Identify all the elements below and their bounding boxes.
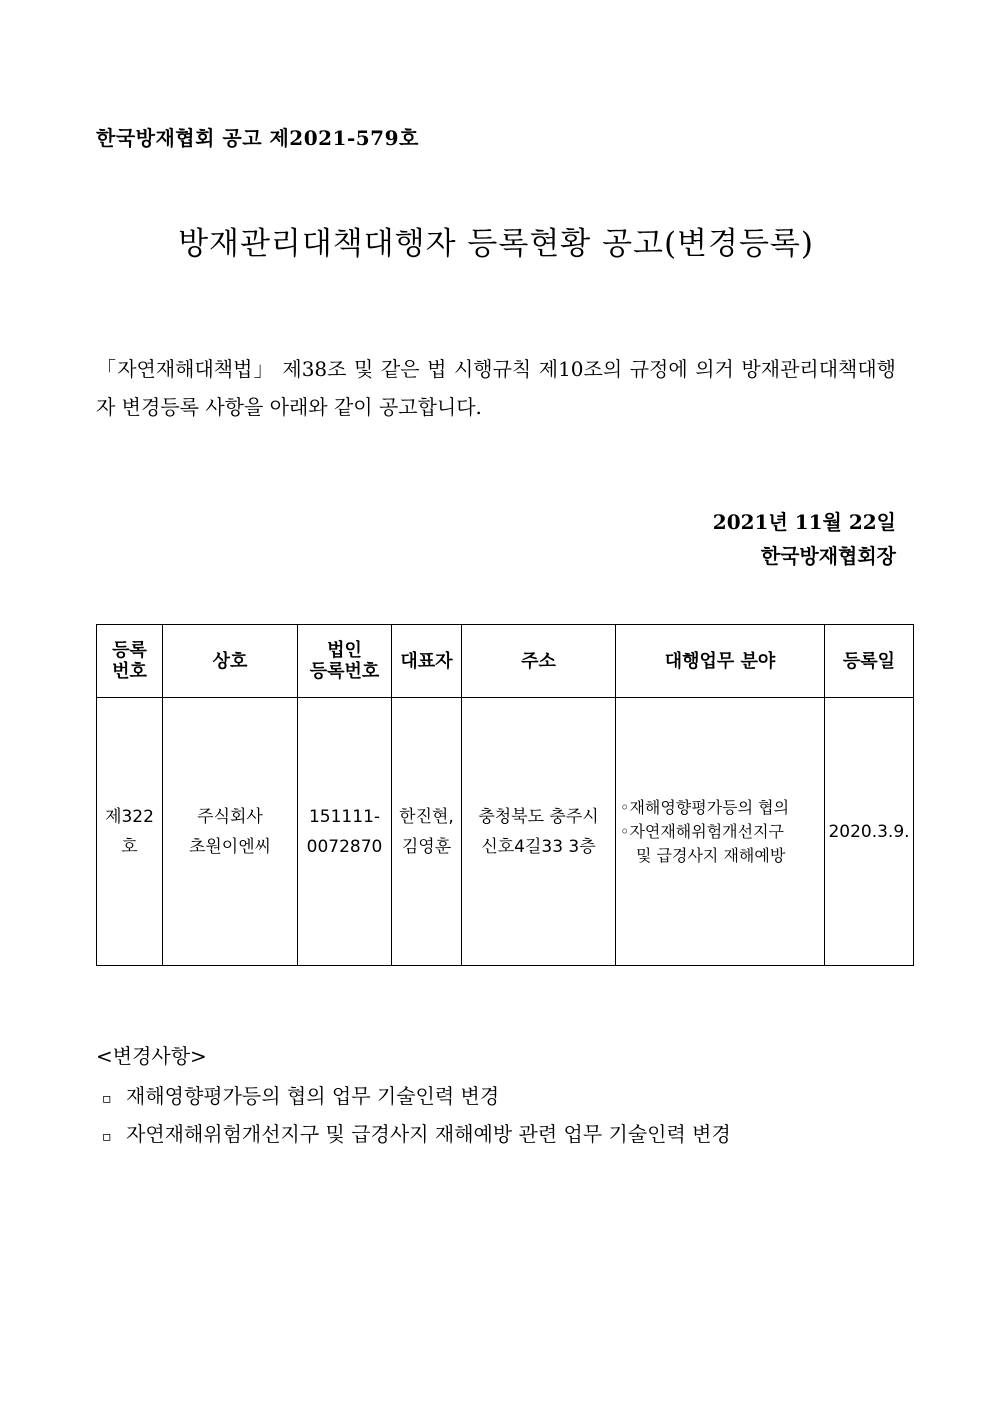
document-title: 방재관리대책대행자 등록현황 공고(변경등록) — [178, 226, 814, 262]
address-line-2: 신호4길33 3층 — [481, 836, 596, 857]
corp-no-line-2: 0072870 — [306, 836, 383, 857]
rep-line-1: 한진현, — [399, 806, 454, 827]
company-line-2: 초원이엔씨 — [188, 836, 272, 857]
list-item — [102, 1080, 499, 1109]
list-item — [102, 1118, 731, 1147]
header-company: 상호 — [163, 625, 298, 698]
change-item-1: 재해영향평가등의 협의 업무 기술인력 변경 — [126, 1084, 500, 1108]
bullet-icon: ▫ — [102, 1129, 112, 1145]
registration-table — [96, 624, 914, 966]
cell-company — [163, 698, 298, 966]
header-address: 주소 — [462, 625, 616, 698]
cell-reg-no: 제322호 — [97, 698, 163, 966]
header-representative: 대표자 — [392, 625, 462, 698]
field-line-1: ◦재해영향평가등의 협의 — [620, 797, 790, 817]
cell-address — [462, 698, 616, 966]
cell-business-field — [616, 698, 825, 966]
rep-line-2: 김영훈 — [401, 836, 452, 857]
header-business-field: 대행업무 분야 — [616, 625, 825, 698]
field-line-3: 및 급경사지 재해예방 — [636, 845, 786, 865]
cell-reg-date: 2020.3.9. — [825, 698, 914, 966]
field-line-2: ◦자연재해위험개선지구 — [620, 821, 784, 841]
header-corp-no: 법인 등록번호 — [298, 625, 392, 698]
address-line-1: 충청북도 충주시 — [478, 806, 599, 827]
table-row — [97, 698, 914, 966]
notice-number: 한국방재협회 공고 제2021-579호 — [96, 126, 419, 150]
cell-corp-no — [298, 698, 392, 966]
bullet-icon: ▫ — [102, 1091, 112, 1107]
table-header-row — [97, 625, 914, 698]
change-item-2: 자연재해위험개선지구 및 급경사지 재해예방 관련 업무 기술인력 변경 — [126, 1122, 731, 1146]
notice-body: 「자연재해대책법」 제38조 및 같은 법 시행규칙 제10조의 규정에 의거 방재관리대책대행자 변경등록 사항을 아래와 같이 공고합니다. — [96, 357, 896, 419]
cell-representative — [392, 698, 462, 966]
corp-no-line-1: 151111- — [308, 806, 381, 827]
header-reg-date: 등록일 — [825, 625, 914, 698]
notice-date: 2021년 11월 22일 — [712, 510, 896, 534]
changes-heading: <변경사항> — [96, 1044, 207, 1068]
header-reg-no: 등록 번호 — [97, 625, 163, 698]
company-line-1: 주식회사 — [197, 806, 263, 827]
issuer-name: 한국방재협회장 — [760, 544, 896, 568]
